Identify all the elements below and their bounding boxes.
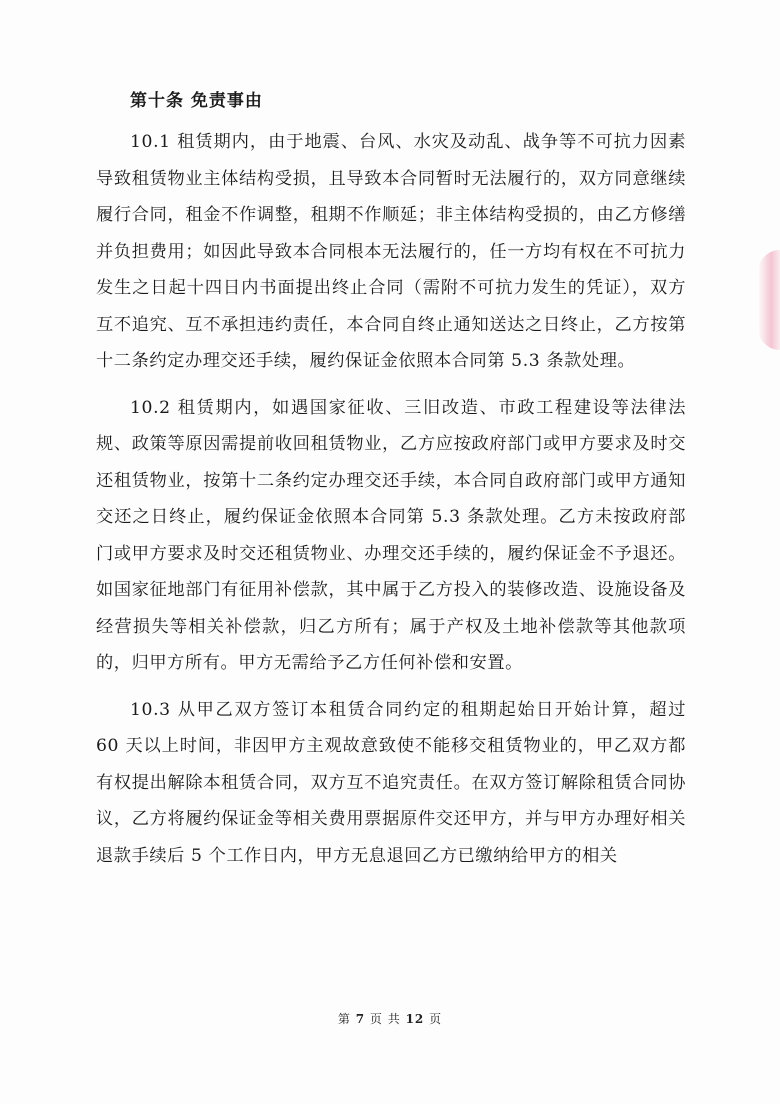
clause-10-2: 10.2 租赁期内，如遇国家征收、三旧改造、市政工程建设等法律法规、政策等原因需提前收回租赁物业，乙方应按政府部门或甲方要求及时交还租赁物业，按第十二条约定办理交还手续，本合同自政府部门或甲方通知交还之日终止，履约保证金依照本合同第 5.3 条款处理。乙方未按政府部门或甲方要求及时交还租赁物业、办理交还手续的，履约保证金不予退还。如国家征地部门有征用补偿款，其中属于乙方投入的装修改造、设施设备及经营损失等相关补偿款，归乙方所有；属于产权及土地补偿款等其他款项的，归甲方所有。甲方无需给予乙方任何补偿和安置。 xyxy=(96,397,686,673)
article-heading: 第十条 免责事由 xyxy=(130,91,263,111)
footer-page-number: 7 xyxy=(355,1012,366,1026)
clause-10-1: 10.1 租赁期内，由于地震、台风、水灾及动乱、战争等不可抗力因素导致租赁物业主体结构受损，且导致本合同暂时无法履行的，双方同意继续履行合同，租金不作调整，租期不作顺延；非主体结构受损的，由乙方修缮并负担费用；如因此导致本合同根本无法履行的，任一方均有权在不可抗力发生之日起十四日内书面提出终止合同（需附不可抗力发生的凭证），双方互不追究、互不承担违约责任，本合同自终止通知送达之日终止，乙方按第十二条约定办理交还手续，履约保证金依照本合同第 5.3 条款处理。 xyxy=(96,132,686,371)
footer-middle: 页 共 xyxy=(369,1012,401,1026)
page-footer xyxy=(0,1010,780,1027)
footer-total-pages: 12 xyxy=(405,1012,425,1026)
clause-10-3: 10.3 从甲乙双方签订本租赁合同约定的租期起始日开始计算，超过 60 天以上时间，非因甲方主观故意致使不能移交租赁物业的，甲乙双方都有权提出解除本租赁合同，双方互不追究责任。在双方签订解除租赁合同协议，乙方将履约保证金等相关费用票据原件交还甲方，并与甲方办理好相关退款手续后 5 个工作日内，甲方无息退回乙方已缴纳给甲方的相关 xyxy=(96,699,686,866)
footer-prefix: 第 xyxy=(337,1012,351,1026)
page-content xyxy=(96,86,686,884)
seal-stamp-edge xyxy=(758,250,780,350)
footer-suffix: 页 xyxy=(429,1012,443,1026)
